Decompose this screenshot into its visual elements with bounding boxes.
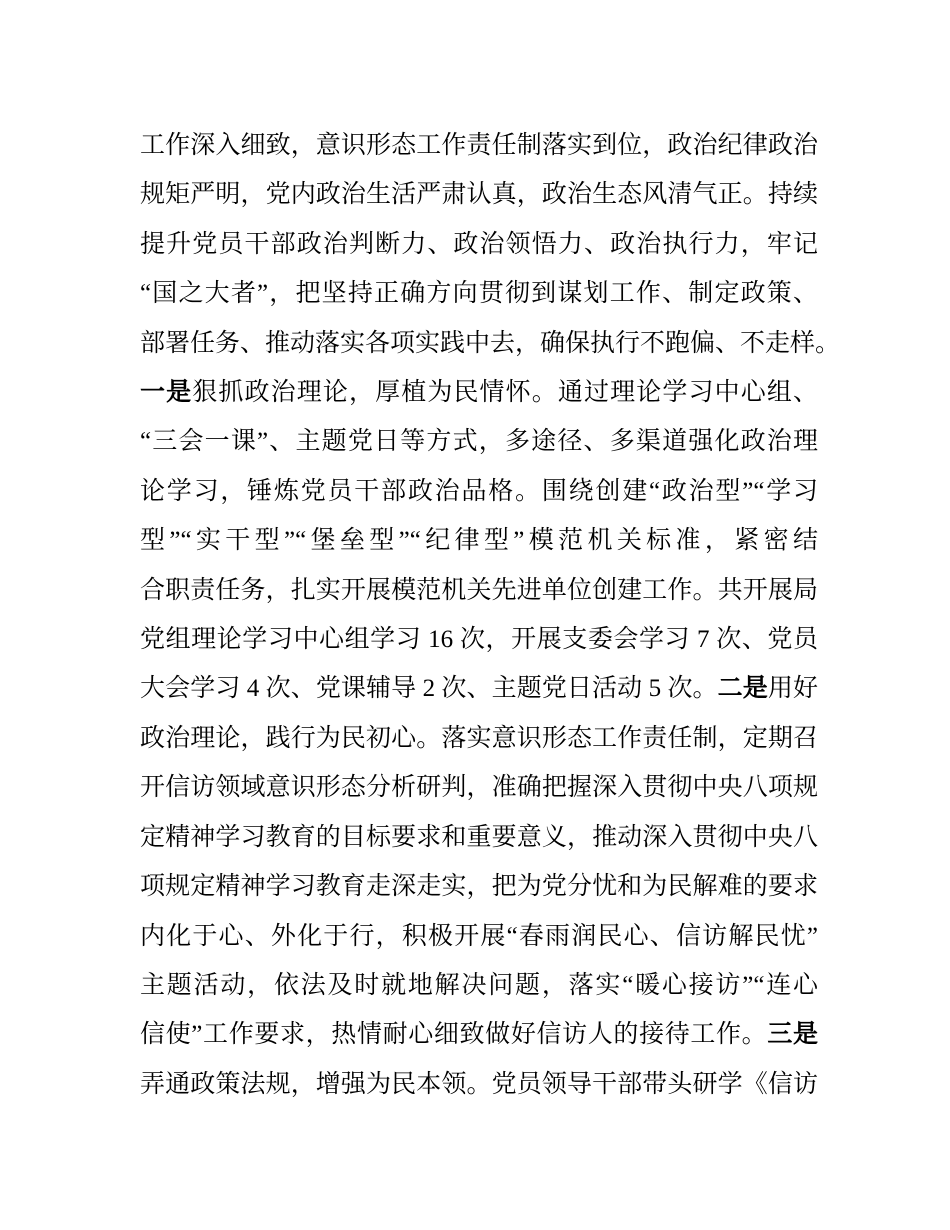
emphasis-text: 三是: [767, 1021, 818, 1049]
body-text: 项规定精神学习教育走深走实，把为党分忧和为民解难的要求: [140, 873, 818, 901]
text-line: [140, 664, 818, 713]
text-line: [140, 220, 818, 269]
text-line: [140, 319, 841, 368]
body-text: “国之大者”，把坚持正确方向贯彻到谋划工作、制定政策、: [140, 280, 818, 308]
text-line: [140, 516, 818, 565]
body-text: 主题活动，依法及时就地解决问题，落实“暖心接访”“连心: [140, 971, 818, 999]
body-text: 狠抓政治理论，厚植为民情怀。通过理论学习中心组、: [192, 379, 818, 407]
body-text: 型”“实干型”“堡垒型”“纪律型”模范机关标准，紧密结: [140, 527, 818, 555]
body-text: “三会一课”、主题党日等方式，多途径、多渠道强化政治理: [140, 428, 818, 456]
body-text: 大会学习 4 次、党课辅导 2 次、主题党日活动 5 次。: [140, 675, 718, 703]
emphasis-text: 一是: [140, 379, 193, 407]
text-line: [140, 714, 818, 763]
body-text: 工作深入细致，意识形态工作责任制落实到位，政治纪律政治: [140, 132, 818, 159]
text-line: [140, 763, 818, 812]
document-paragraph: [140, 121, 841, 1109]
body-text: 开信访领域意识形态分析研判，准确把握深入贯彻中央八项规: [140, 774, 818, 802]
text-line: [140, 121, 818, 170]
text-line: [140, 1060, 818, 1109]
body-text: 提升党员干部政治判断力、政治领悟力、政治执行力，牢记: [140, 230, 818, 258]
body-text: 弄通政策法规，增强为民本领。党员领导干部带头研学《信访: [140, 1070, 818, 1098]
body-text: 规矩严明，党内政治生活严肃认真，政治生态风清气正。持续: [140, 181, 818, 209]
text-line: [140, 813, 818, 862]
text-line: [140, 417, 818, 466]
text-line: [140, 269, 818, 318]
body-text: 政治理论，践行为民初心。落实意识形态工作责任制，定期召: [140, 724, 818, 752]
text-line: [140, 961, 818, 1010]
text-line: [140, 467, 818, 516]
text-line: [140, 566, 818, 615]
text-line: [140, 615, 818, 664]
emphasis-text: 二是: [717, 675, 768, 703]
text-line: [140, 862, 818, 911]
body-text: 党组理论学习中心组学习 16 次，开展支委会学习 7 次、党员: [140, 626, 818, 654]
body-text: 合职责任务，扎实开展模范机关先进单位创建工作。共开展局: [140, 576, 818, 604]
body-text: 部署任务、推动落实各项实践中去，确保执行不跑偏、不走样。: [140, 329, 841, 357]
text-line: [140, 912, 818, 961]
text-line: [140, 368, 818, 417]
body-text: 论学习，锤炼党员干部政治品格。围绕创建“政治型”“学习: [140, 477, 818, 505]
body-text: 内化于心、外化于行，积极开展“春雨润民心、信访解民忧”: [140, 922, 818, 950]
body-text: 定精神学习教育的目标要求和重要意义，推动深入贯彻中央八: [140, 823, 818, 851]
body-text: 用好: [767, 675, 818, 703]
text-line: [140, 1010, 818, 1059]
body-text: 信使”工作要求，热情耐心细致做好信访人的接待工作。: [140, 1021, 768, 1049]
text-line: [140, 170, 818, 219]
